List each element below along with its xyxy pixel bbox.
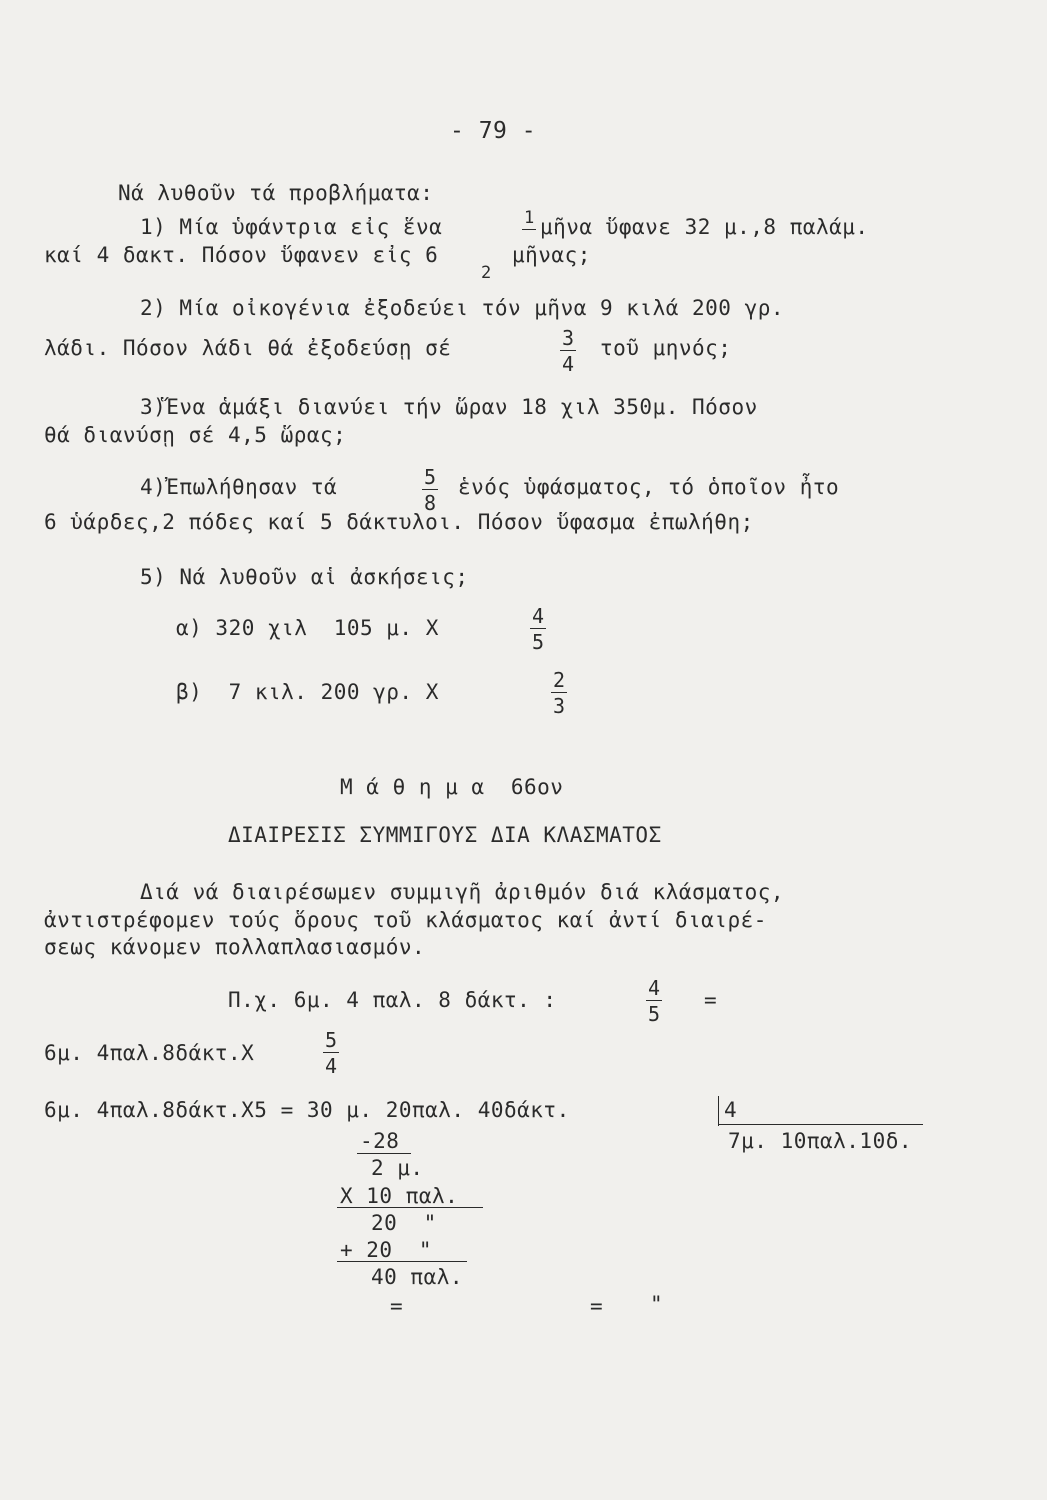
calc-row-6: 40 παλ. xyxy=(371,1265,464,1289)
fraction-denominator: 3 xyxy=(553,694,566,718)
problem-3-line-2: θά διανύσῃ σέ 4,5 ὥρας; xyxy=(44,423,347,447)
fraction-denominator: 4 xyxy=(562,352,575,376)
problem-2-line-1: 2) Μία οἰκογένια ἐξοδεύει τόν μῆνα 9 κιλά 200 γρ. xyxy=(140,296,785,320)
problem-2-line-2b: τοῦ μηνός; xyxy=(600,336,732,360)
example-line-1: Π.χ. 6μ. 4 παλ. 8 δάκτ. : xyxy=(228,988,557,1012)
problem-4-fraction xyxy=(422,467,438,513)
calc-row-3: Χ 10 παλ. xyxy=(340,1184,459,1208)
problem-4-line-1a: 4)Ἐπωλήθησαν τά xyxy=(140,475,338,499)
exercise-a: α) 320 χιλ 105 μ. X xyxy=(176,616,439,640)
page-number: - 79 - xyxy=(450,118,537,144)
division-bracket-vertical xyxy=(718,1096,719,1126)
problem-4-line-2: 6 ὑάρδες,2 πόδες καί 5 δάκτυλοι. Πόσον ὕφασμα ἐπωλήθη; xyxy=(44,510,754,534)
lesson-title: Μ ά θ η μ α 66ον xyxy=(340,775,564,799)
section-title: ΔΙΑΙΡΕΣΙΣ ΣΥΜΜΙΓΟΥΣ ΔΙΑ ΚΛΑΣΜΑΤΟΣ xyxy=(228,823,662,847)
problem-5-line-1: 5) Νά λυθοῦν αἱ ἀσκήσεις; xyxy=(140,565,469,589)
problem-1-line-1a: 1) Μία ὑφάντρια εἰς ἕνα xyxy=(140,215,443,239)
rule-line-1: Διά νά διαιρέσωμεν συμμιγῆ ἀριθμόν διά κλάσματος, xyxy=(140,880,785,904)
division-divisor: 4 xyxy=(724,1098,738,1122)
fraction-numerator: 4 xyxy=(532,604,545,628)
calc-row-1: -28 xyxy=(360,1129,400,1153)
fraction-numerator: 5 xyxy=(424,465,437,489)
problems-intro: Νά λυθοῦν τά προβλήματα: xyxy=(118,181,434,205)
fraction-numerator: 2 xyxy=(553,668,566,692)
fraction-numerator: 4 xyxy=(648,976,661,1000)
fraction-numerator: 5 xyxy=(325,1028,338,1052)
rule-line-3: σεως κάνομεν πολλαπλασιασμόν. xyxy=(44,935,426,959)
calc-row-7-eq-1: = xyxy=(390,1294,404,1318)
problem-4-line-1b: ἑνός ὑφάσματος, τό ὁποῖον ἦτο xyxy=(458,475,840,499)
fraction-denominator: 5 xyxy=(532,630,545,654)
fraction-denominator: 2 xyxy=(481,263,492,283)
problem-2-line-2a: λάδι. Πόσον λάδι θά ἐξοδεύσῃ σέ xyxy=(44,336,452,360)
fraction-denominator: 8 xyxy=(424,491,437,515)
problem-1-line-1b: μῆνα ὕφανε 32 μ.,8 παλάμ. xyxy=(540,215,869,239)
problem-1-fraction-b xyxy=(481,262,491,282)
division-quotient: 7μ. 10παλ.10δ. xyxy=(728,1129,913,1153)
fraction-numerator: 3 xyxy=(562,326,575,350)
calc-rule-2 xyxy=(337,1207,483,1208)
calc-rule-3 xyxy=(337,1261,467,1262)
example-equals: = xyxy=(704,988,718,1012)
exercise-a-fraction xyxy=(530,606,546,652)
problem-1-line-2a: καί 4 δακτ. Πόσον ὕφανεν εἰς 6 xyxy=(44,243,439,267)
calc-rule-1 xyxy=(357,1153,411,1154)
example-line-3: 6μ. 4παλ.8δάκτ.Χ5 = 30 μ. 20παλ. 40δάκτ. xyxy=(44,1098,570,1122)
example-fraction-1 xyxy=(646,978,662,1024)
problem-3-line-1: 3)Ἕνα ἁμάξι διανύει τήν ὥραν 18 χιλ 350μ. Πόσον xyxy=(140,395,758,419)
rule-line-2: ἀντιστρέφομεν τούς ὅρους τοῦ κλάσματος καί ἀντί διαιρέ- xyxy=(44,908,767,932)
calc-row-2: 2 μ. xyxy=(371,1156,424,1180)
fraction-numerator: 1 xyxy=(524,208,535,228)
exercise-b-fraction xyxy=(551,670,567,716)
calc-row-4: 20 " xyxy=(371,1211,437,1235)
calc-row-5: + 20 " xyxy=(340,1238,433,1262)
exercise-b: β) 7 κιλ. 200 γρ. X xyxy=(176,680,439,704)
problem-2-fraction xyxy=(560,328,576,374)
calc-row-7-eq-2: = xyxy=(590,1294,604,1318)
problem-1-line-2b: μῆνας; xyxy=(512,243,591,267)
problem-1-fraction-a xyxy=(522,210,536,230)
fraction-denominator: 5 xyxy=(648,1002,661,1026)
example-fraction-2 xyxy=(323,1030,339,1076)
example-line-2: 6μ. 4παλ.8δάκτ.Χ xyxy=(44,1041,255,1065)
division-bracket-horizontal xyxy=(718,1124,923,1125)
calc-row-7-ditto: " xyxy=(650,1292,664,1316)
fraction-denominator: 4 xyxy=(325,1054,338,1078)
